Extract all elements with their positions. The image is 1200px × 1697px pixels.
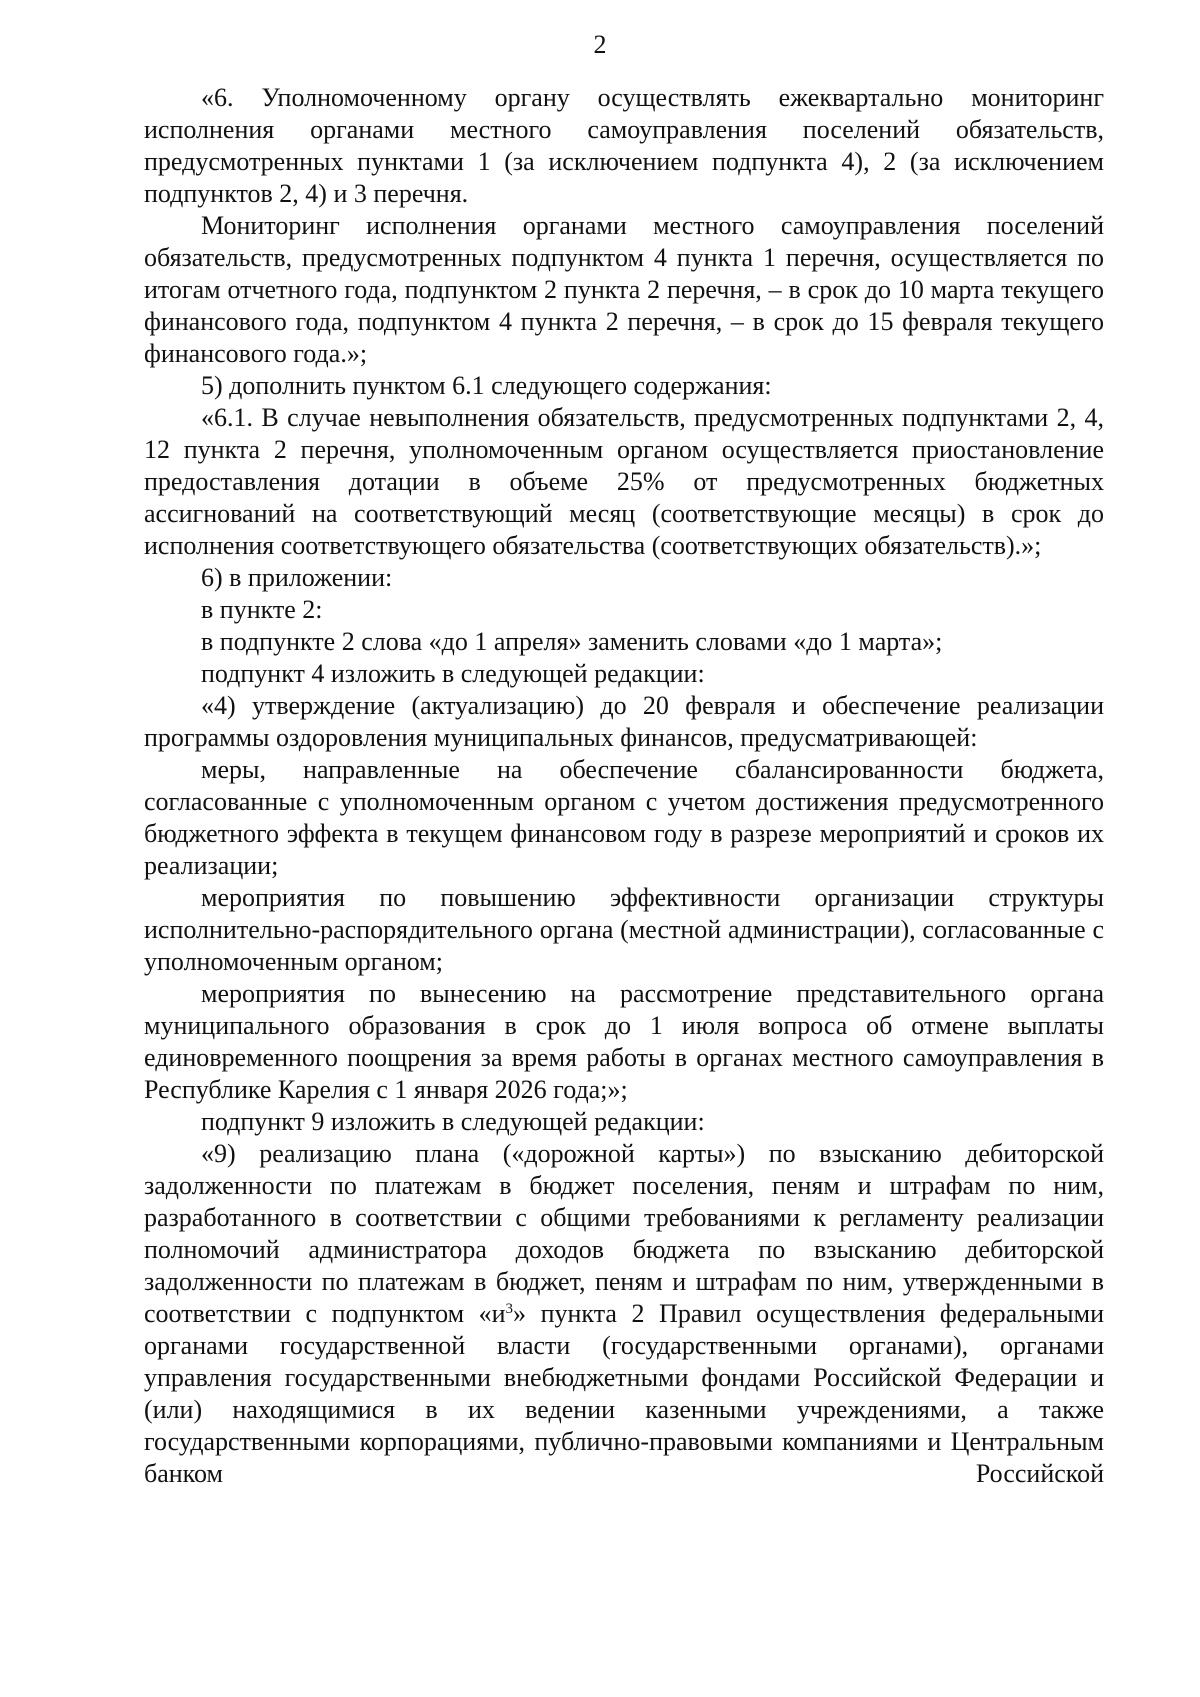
paragraph-subpoint-9-part-1: «9) реализацию плана («дорожной карты») по взысканию дебиторской задолженности по платежам в бюджет поселения, пеням и штрафам по ним, разработанного в соответствии с общими требованиями к регламенту реализации полномочий администратора доходов бюджета по взысканию дебиторской задолженности по платежам в бюджет, пеням и штрафам по ним, утвержденными в соответствии с подпунктом «и (144, 1139, 1104, 1328)
paragraph-amendment-6: 6) в приложении: (201, 563, 393, 592)
paragraph-in-point-2: в пункте 2: (201, 595, 323, 624)
paragraph-item-6-1: «6.1. В случае невыполнения обязательств, предусмотренных подпунктами 2, 4, 12 пункта 2 перечня, уполномоченным органом осуществляется приостановление предоставления дотации в объеме 25% от предусмотренных бюджетных ассигнований на соответствующий месяц (соответствующие месяцы) в срок до исполнения соответствующего обязательства (соответствующих обязательств).»; (144, 403, 1104, 560)
paragraph-subpoint-2-change: в подпункте 2 слова «до 1 апреля» заменить словами «до 1 марта»; (201, 627, 943, 656)
document-body (144, 82, 1104, 1490)
paragraph-amendment-5: 5) дополнить пунктом 6.1 следующего содержания: (201, 371, 772, 400)
paragraph-monitoring: Мониторинг исполнения органами местного самоуправления поселений обязательств, предусмотренных подпунктом 4 пункта 1 перечня, осуществляется по итогам отчетного года, подпунктом 2 пункта 2 перечня, – в срок до 10 марта текущего финансового года, подпунктом 4 пункта 2 перечня, – в срок до 15 февраля текущего финансового года.»; (144, 211, 1104, 368)
paragraph-item-6: «6. Уполномоченному органу осуществлять ежеквартально мониторинг исполнения органами местного самоуправления поселений обязательств, предусмотренных пунктами 1 (за исключением подпункта 4), 2 (за исключением подпунктов 2, 4) и 3 перечня. (144, 83, 1104, 208)
paragraph-subpoint-9-intro: подпункт 9 изложить в следующей редакции: (201, 1107, 705, 1136)
paragraph-subpoint-9-text (144, 1138, 1104, 1490)
paragraph-subpoint-4-intro: подпункт 4 изложить в следующей редакции: (201, 659, 705, 688)
paragraph-structure-measures: мероприятия по повышению эффективности организации структуры исполнительно-распорядительного органа (местной администрации), согласованные с уполномоченным органом; (144, 883, 1104, 976)
paragraph-subpoint-9-part-2: » пункта 2 Правил осуществления федеральными органами государственной власти (государственными органами), органами управления государственными внебюджетными фондами Российской Федерации и (или) находящимися в их ведении казенными учреждениями, а также государственными корпорациями, публично-правовыми компаниями и Центральным банком Российской (144, 1299, 1104, 1488)
superscript-mark: 3 (505, 1301, 514, 1317)
paragraph-bonus-measures: мероприятия по вынесению на рассмотрение представительного органа муниципального образования в срок до 1 июля вопроса об отмене выплаты единовременного поощрения за время работы в органах местного самоуправления в Республике Карелия с 1 января 2026 года;»; (144, 979, 1104, 1104)
page-number: 2 (593, 30, 607, 59)
paragraph-balance-measures: меры, направленные на обеспечение сбалансированности бюджета, согласованные с уполномоченным органом с учетом достижения предусмотренного бюджетного эффекта в текущем финансовом году в разрезе мероприятий и сроков их реализации; (144, 755, 1104, 880)
paragraph-subpoint-4-text: «4) утверждение (актуализацию) до 20 февраля и обеспечение реализации программы оздоровления муниципальных финансов, предусматривающей: (144, 691, 1104, 752)
